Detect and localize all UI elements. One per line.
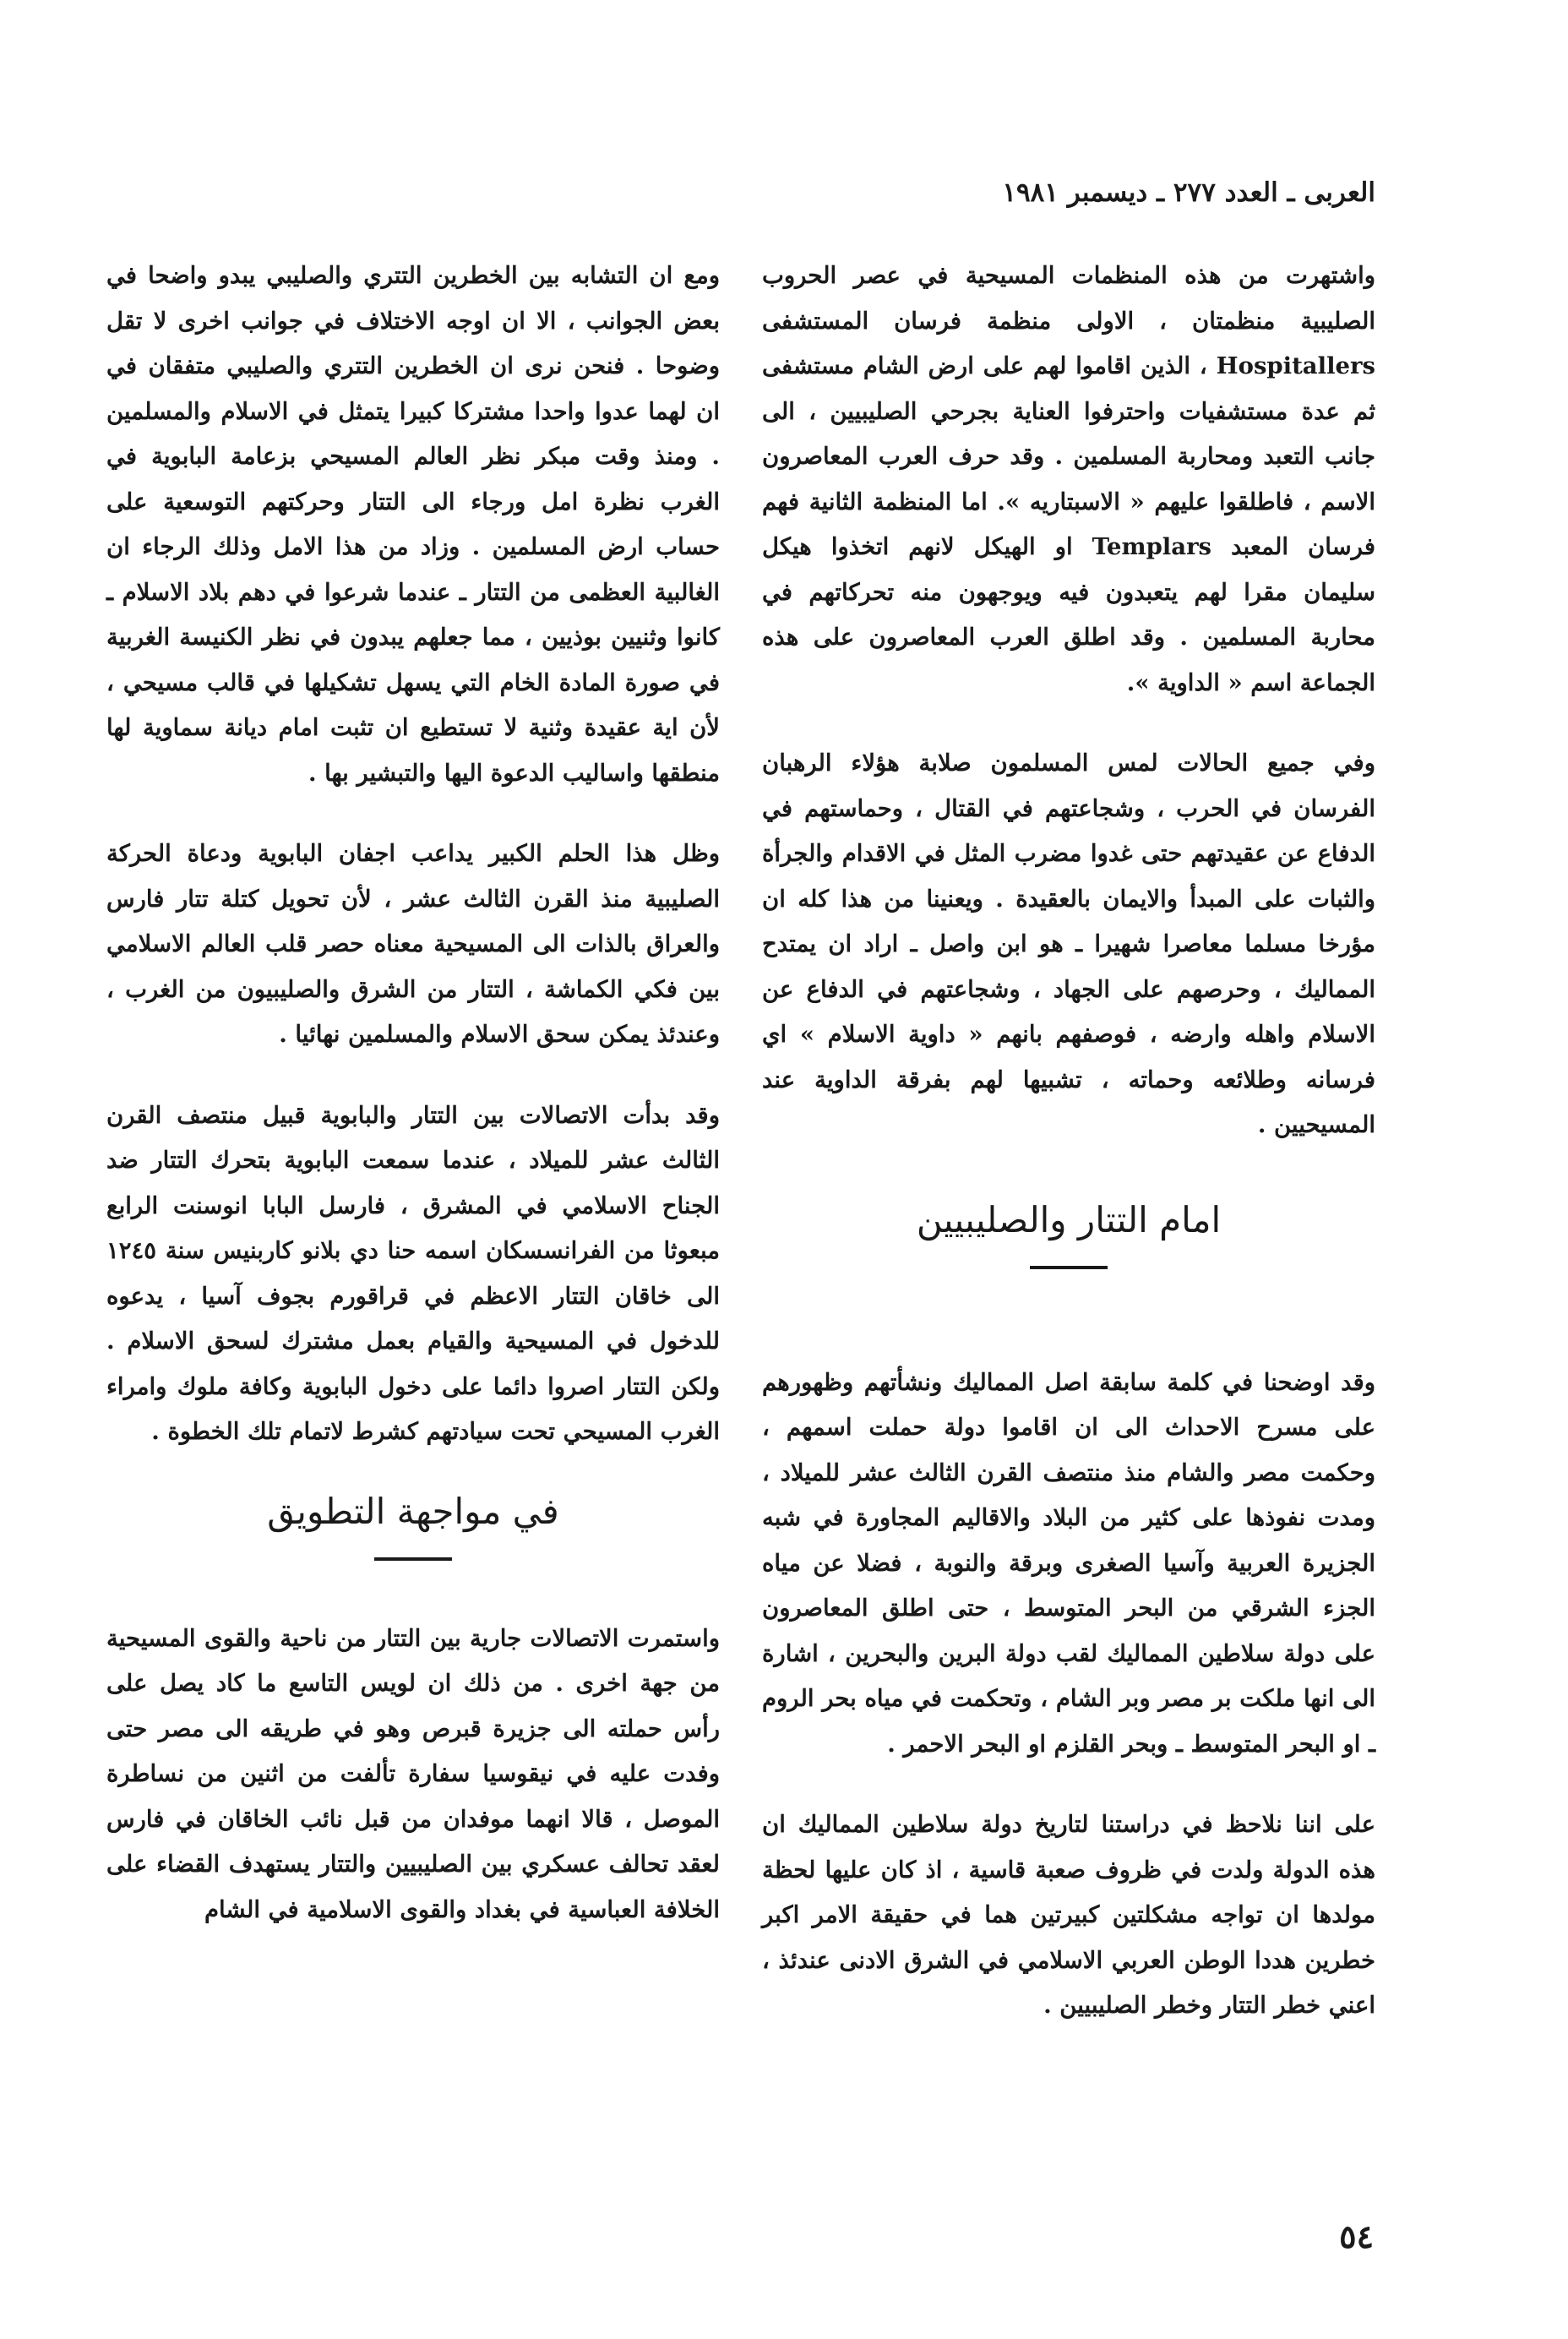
- right-column: [762, 254, 1375, 2064]
- heading-rule: [374, 1557, 452, 1561]
- paragraph: وقد بدأت الاتصالات بين التتار والبابوية قبيل منتصف القرن الثالث عشر للميلاد ، عندما سمعت البابوية بتحرك التتار ضد الجناح الاسلامي في المشرق ، فارسل البابا انوسنت الرابع مبعوثا من الفرانسسكان اسمه حنا دي بلانو كاربنيس سنة ١٢٤٥ الى خاقان التتار الاعظم في قراقورم بجوف آسيا ، يدعوه للدخول في المسيحية والقيام بعمل مشترك لسحق الاسلام . ولكن التتار اصروا دائما على دخول البابوية وكافة ملوك وامراء الغرب المسيحي تحت سيادتهم كشرط لاتمام تلك الخطوة .: [106, 1101, 720, 1445]
- section-heading: امام التتار والصليبيين: [916, 1198, 1222, 1240]
- paragraph: وفي جميع الحالات لمس المسلمون صلابة هؤلاء الرهبان الفرسان في الحرب ، وشجاعتهم في القتال ، وحماستهم في الدفاع عن عقيدتهم حتى غدوا مضرب المثل في الاقدام والجرأة والثبات على المبدأ والايمان بالعقيدة . ويعنينا من هذا كله ان مؤرخا مسلما معاصرا شهيرا ـ هو ابن واصل ـ اراد ان يمتدح المماليك ، وحرصهم على الجهاد ، وشجاعتهم في الدفاع عن الاسلام واهله وارضه ، فوصفهم بانهم « داوية الاسلام » اي فرسانه وطلائعه وحماته ، تشبيها لهم بفرقة الداوية عند المسيحيين .: [762, 750, 1375, 1138]
- paragraph: وظل هذا الحلم الكبير يداعب اجفان البابوية ودعاة الحركة الصليبية منذ القرن الثالث عشر ، لأن تحويل كتلة تتار فارس والعراق بالذات الى المسيحية معناه حصر قلب العالم الاسلامي بين فكي الكماشة ، التتار من الشرق والصليبيون من الغرب ، وعندئذ يمكن سحق الاسلام والمسلمين نهائيا .: [106, 840, 720, 1048]
- paragraph: واستمرت الاتصالات جارية بين التتار من ناحية والقوى المسيحية من جهة اخرى . من ذلك ان لويس التاسع ما كاد يصل على رأس حملته الى جزيرة قبرص وهو في طريقه الى مصر حتى وفدت عليه في نيقوسيا سفارة تألفت من اثنين من نساطرة الموصل ، قالا انهما موفدان من قبل نائب الخاقان في فارس لعقد تحالف عسكري بين الصليبيين والتتار يستهدف القضاء على الخلافة العباسية في بغداد والقوى الاسلامية في الشام: [106, 1624, 720, 1923]
- paragraph: على اننا نلاحظ في دراستنا لتاريخ دولة سلاطين المماليك ان هذه الدولة ولدت في ظروف صعبة قاسية ، اذ كان عليها لحظة مولدها ان تواجه مشكلتين كبيرتين هما في حقيقة الامر اكبر خطرين هددا الوطن العربي الاسلامي في الشرق الادنى عندئذ ، اعني خطر التتار وخطر الصليبيين .: [762, 1811, 1375, 2019]
- page-number: ٥٤: [1339, 2217, 1374, 2255]
- running-head: العربى ـ العدد ٢٧٧ ـ ديسمبر ١٩٨١: [1002, 177, 1375, 208]
- heading-rule: [1030, 1266, 1108, 1269]
- paragraph: ومع ان التشابه بين الخطرين التتري والصليبي يبدو واضحا في بعض الجوانب ، الا ان اوجه الاختلاف في جوانب اخرى لا تقل وضوحا . فنحن نرى ان الخطرين التتري والصليبي متفقان في ان لهما عدوا واحدا مشتركا كبيرا يتمثل في الاسلام والمسلمين . ومنذ وقت مبكر نظر العالم المسيحي بزعامة البابوية في الغرب نظرة امل ورجاء الى التتار وحركتهم التوسعية على حساب ارض المسلمين . وزاد من هذا الامل وذلك الرجاء ان الغالبية العظمى من التتار ـ عندما شرعوا في دهم بلاد الاسلام ـ كانوا وثنيين بوذيين ، مما جعلهم يبدون في نظر الكنيسة الغربية في صورة المادة الخام التي يسهل تشكيلها في قالب مسيحي ، لأن اية عقيدة وثنية لا تستطيع ان تثبت امام ديانة سماوية لها منطقها واساليب الدعوة اليها والتبشير بها .: [106, 262, 720, 787]
- paragraph: وقد اوضحنا في كلمة سابقة اصل المماليك ونشأتهم وظهورهم على مسرح الاحداث الى ان اقاموا دولة حملت اسمهم ، وحكمت مصر والشام منذ منتصف القرن الثالث عشر للميلاد ، ومدت نفوذها على كثير من البلاد والاقاليم المجاورة في شبه الجزيرة العربية وآسيا الصغرى وبرقة والنوبة ، فضلا عن مياه الجزء الشرقي من البحر المتوسط ، حتى اطلق المعاصرون على دولة سلاطين المماليك لقب دولة البرين والبحرين ، اشارة الى انها ملكت بر مصر وبر الشام ، وتحكمت في مياه بحر الروم ـ او البحر المتوسط ـ وبحر القلزم او البحر الاحمر .: [762, 1368, 1375, 1758]
- left-column: [106, 254, 720, 1968]
- paragraph: واشتهرت من هذه المنظمات المسيحية في عصر الحروب الصليبية منظمتان ، الاولى منظمة فرسان المستشفى Hospitallers ، الذين اقاموا لهم على ارض الشام مستشفى ثم عدة مستشفيات واحترفوا العناية بجرحي الصليبيين ، الى جانب التعبد ومحاربة المسلمين . وقد حرف العرب المعاصرون الاسم ، فاطلقوا عليهم « الاسبتاريه ». اما المنظمة الثانية فهم فرسان المعبد Templars او الهيكل لانهم اتخذوا هيكل سليمان مقرا لهم يتعبدون فيه ويوجهون منه تحركاتهم في محاربة المسلمين . وقد اطلق العرب المعاصرون على هذه الجماعة اسم « الداوية ».: [762, 262, 1375, 696]
- section-heading: في مواجهة التطويق: [267, 1490, 559, 1532]
